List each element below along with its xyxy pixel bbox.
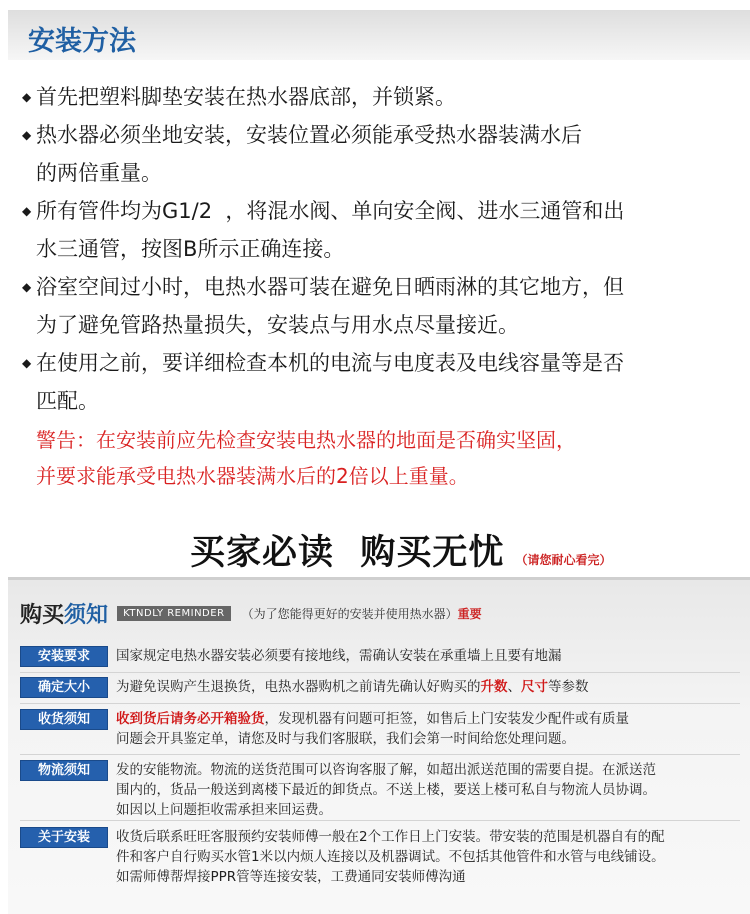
row-text <box>116 827 746 887</box>
row-line <box>116 709 746 729</box>
list-item <box>22 116 742 192</box>
reminder-title-b: 须知 <box>64 603 109 628</box>
list-item <box>22 344 742 420</box>
row-line: 如因以上问题拒收需承担来回运费。 <box>116 802 332 818</box>
row-label: 确定大小 <box>20 677 108 698</box>
row-line: 国家规定电热水器安装必须要有接地线，需确认安装在承重墙上且要有地漏 <box>116 648 562 664</box>
step-text: 为了避免管路热量损失，安装点与用水点尽量接近。 <box>36 313 519 337</box>
row-line-post: 等参数 <box>548 679 589 695</box>
section-title: 安装方法 <box>28 26 136 57</box>
buyer-notice-banner <box>190 525 611 573</box>
row-label: 收货须知 <box>20 709 108 730</box>
row-line-mid: 、 <box>507 679 521 695</box>
row-text <box>116 709 746 749</box>
highlight-inspect: 收到货后请务必开箱验货 <box>116 711 265 727</box>
section-header <box>8 10 750 60</box>
step-text: 在使用之前，要详细检查本机的电流与电度表及电线容量等是否 <box>36 351 624 375</box>
list-item <box>22 78 742 116</box>
diamond-bullet-icon: ◆ <box>22 356 32 370</box>
warning-line: 警告：在安装前应先检查安装电热水器的地面是否确实坚固， <box>36 428 576 452</box>
row-line: 围内的，货品一般送到离楼下最近的卸货点。不送上楼，要送上楼可私自与物流人员协调。 <box>116 782 656 798</box>
highlight-size: 尺寸 <box>521 679 548 695</box>
row-line: 问题会开具鉴定单，请您及时与我们客服联，我们会第一时间给您处理问题。 <box>116 731 575 747</box>
row-text <box>116 646 746 666</box>
row-label: 关于安装 <box>20 827 108 848</box>
divider <box>20 754 740 755</box>
diamond-bullet-icon: ◆ <box>22 128 32 142</box>
reminder-desc <box>242 607 482 621</box>
row-line: 如需师傅帮焊接PPR管等连接安装，工费通同安装师傅沟通 <box>116 869 466 885</box>
reminder-panel <box>8 577 750 914</box>
reminder-title <box>20 603 108 628</box>
reminder-emphasis: 重要 <box>457 607 482 621</box>
step-text: 匹配。 <box>36 389 99 413</box>
banner-note: （请您耐心看完） <box>515 553 612 567</box>
step-text: 首先把塑料脚垫安装在热水器底部，并锁紧。 <box>36 85 456 109</box>
list-item <box>22 192 742 268</box>
divider <box>20 703 740 704</box>
installation-steps <box>22 78 742 420</box>
divider <box>20 672 740 673</box>
row-line <box>116 677 746 697</box>
row-line: 收货后联系旺旺客服预约安装师傅一般在2个工作日上门安装。带安装的范围是机器自有的配 <box>116 829 665 845</box>
row-line: 发的安能物流。物流的送货范围可以咨询客服了解，如超出派送范围的需要自提。在派送范 <box>116 762 656 778</box>
divider <box>20 820 740 821</box>
step-text: 的两倍重量。 <box>36 161 162 185</box>
row-label: 安装要求 <box>20 646 108 667</box>
row-line-pre: 为避免误购产生退换货，电热水器购机之前请先确认好购买的 <box>116 679 481 695</box>
row-text <box>116 760 746 820</box>
step-text: 浴室空间过小时，电热水器可装在避免日晒雨淋的其它地方，但 <box>36 275 624 299</box>
reminder-title-a: 购买 <box>20 603 65 628</box>
step-text: 所有管件均为G1/2 ，将混水阀、单向安全阀、进水三通管和出 <box>36 199 625 223</box>
row-label: 物流须知 <box>20 760 108 781</box>
highlight-liters: 升数 <box>480 679 508 695</box>
diamond-bullet-icon: ◆ <box>22 280 32 294</box>
diamond-bullet-icon: ◆ <box>22 204 32 218</box>
reminder-tag: KTNDLY REMINDER <box>117 606 230 621</box>
reminder-header <box>20 598 482 629</box>
warning-note <box>36 422 576 494</box>
banner-title: 买家必读 购买无忧 <box>190 533 505 573</box>
row-text <box>116 677 746 697</box>
step-text: 热水器必须坐地安装，安装位置必须能承受热水器装满水后 <box>36 123 582 147</box>
warning-line: 并要求能承受电热水器装满水后的2倍以上重量。 <box>36 464 469 488</box>
list-item <box>22 268 742 344</box>
row-line: 件和客户自行购买水管1米以内烦人连接以及机器调试。不包括其他管件和水管与电线铺设。 <box>116 849 665 865</box>
diamond-bullet-icon: ◆ <box>22 90 32 104</box>
reminder-desc-text: （为了您能得更好的安装并使用热水器） <box>241 607 458 621</box>
row-line-rest: ，发现机器有问题可拒签，如售后上门安装发少配件或有质量 <box>264 711 629 727</box>
step-text: 水三通管，按图B所示正确连接。 <box>36 237 345 261</box>
